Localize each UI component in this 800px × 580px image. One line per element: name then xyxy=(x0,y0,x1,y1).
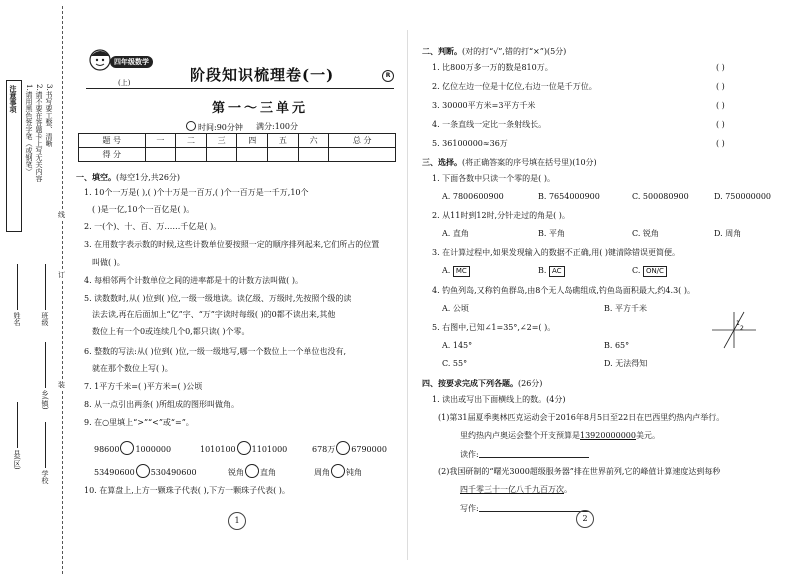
score-cell[interactable] xyxy=(206,148,237,162)
answer-blank[interactable]: ( ) xyxy=(716,63,725,72)
section-2-heading: 二、判断。(对的打“√”,错的打“×”)(5分) xyxy=(422,46,567,56)
answer-blank[interactable]: ( ) xyxy=(716,101,725,110)
table-header: 总 分 xyxy=(329,134,396,148)
judge-item: 4. 一条直线一定比一条射线长。 xyxy=(432,120,547,129)
table-header: 一 xyxy=(145,134,176,148)
table-header: 三 xyxy=(206,134,237,148)
question-7: 7. 1平方千米=( )平方米=( )公顷 xyxy=(84,382,203,391)
choice-option[interactable]: B. AC xyxy=(538,266,565,277)
choice-option[interactable]: C. 锐角 xyxy=(632,229,659,238)
full-score: 满分:100分 xyxy=(256,122,298,131)
section-4-heading: 四、按要求完成下列各题。(26分) xyxy=(422,378,543,388)
answer-blank[interactable]: ( ) xyxy=(716,120,725,129)
compare-blank[interactable] xyxy=(245,464,259,478)
judge-item: 5. 36100000≈36万 xyxy=(432,139,508,148)
mascot-logo xyxy=(86,46,149,74)
seal-char: 订 xyxy=(58,271,65,279)
calc-key: AC xyxy=(549,266,565,277)
question-1: 1. 10个一万是( ),( )个十万是一百万,( )个一百万是一千万,10个 xyxy=(84,188,309,197)
county-field[interactable]: 县(区) xyxy=(12,400,22,469)
question-2: 2. 一(个)、十、百、万……千亿是( )。 xyxy=(84,222,222,231)
table-header: 题 号 xyxy=(79,134,146,148)
score-cell[interactable] xyxy=(329,148,396,162)
question-5-cont: 数位上有一个0或连续几个0,都只读( )个零。 xyxy=(92,327,250,336)
compare-item: 1010100 1101000 xyxy=(200,441,287,455)
page-gutter xyxy=(407,30,408,560)
seal-char: 装 xyxy=(58,381,65,389)
question-5-cont: 法去读,再在后面加上“亿”字、“万”字读时每级( )的0都不读出来,其他 xyxy=(92,310,336,319)
clock-icon xyxy=(186,121,196,131)
compare-item: 53490600 530490600 xyxy=(94,464,197,478)
name-field[interactable]: 姓名 xyxy=(12,262,22,326)
question-4: 4. 每相邻两个计数单位之间的进率都是十的计数方法叫做( )。 xyxy=(84,276,303,285)
answer-blank[interactable]: ( ) xyxy=(716,82,725,91)
choice-option[interactable]: A. 公顷 xyxy=(442,304,469,313)
compare-item: 锐角 直角 xyxy=(228,464,276,478)
question-9: 9. 在○里填上“>”“<”或“=”。 xyxy=(84,418,194,427)
table-header: 六 xyxy=(298,134,329,148)
choice-option[interactable]: D. 无法得知 xyxy=(604,359,648,368)
note-1: 1.请用黑色签字笔（或钢笔） xyxy=(25,84,33,175)
table-header: 四 xyxy=(237,134,268,148)
score-row-label: 得 分 xyxy=(79,148,146,162)
section-1-heading: 一、填空。(每空1分,共26分) xyxy=(76,172,181,182)
choice-question-2: 2. 从11时到12时,分针走过的角是( )。 xyxy=(432,211,570,220)
question-3: 3. 在用数字表示数的时候,这些计数单位要按照一定的顺序排列起来,它们所占的位置 xyxy=(84,240,380,249)
problem-1-part-1: (1)第31届夏季奥林匹克运动会于2016年8月5日至22日在巴西里约热内卢举行。 xyxy=(438,413,725,422)
page-number: 2 xyxy=(576,510,594,528)
underlined-number: 四千零三十一亿八千九百万次 xyxy=(460,485,564,494)
page-title: 阶段知识梳理卷(一) xyxy=(190,66,335,84)
choice-option[interactable]: A. 7800600900 xyxy=(442,192,504,201)
compare-blank[interactable] xyxy=(237,441,251,455)
compare-blank[interactable] xyxy=(120,441,134,455)
note-2: 2.请不要在答题卡上写无关内容 xyxy=(35,84,43,182)
page-number: 1 xyxy=(228,512,246,530)
compare-blank[interactable] xyxy=(136,464,150,478)
write-as-field[interactable]: 写作: xyxy=(460,503,589,514)
choice-option[interactable]: B. 平方千米 xyxy=(604,304,647,313)
choice-question-3: 3. 在计算过程中,如果发现输入的数据不正确,用( )键清除错误更简便。 xyxy=(432,248,681,257)
calc-key: MC xyxy=(453,266,470,277)
grade-badge: 四年级数学 xyxy=(110,56,153,68)
choice-option[interactable]: A. 直角 xyxy=(442,229,469,238)
compare-blank[interactable] xyxy=(336,441,350,455)
compare-item: 98600 1000000 xyxy=(94,441,171,455)
question-6: 6. 整数的写法:从( )位到( )位,一级一级地写,哪一个数位上一个单位也没有, xyxy=(84,347,347,356)
score-table xyxy=(78,133,396,162)
problem-1-part-2: (2)我国研制的“曙光3000超级服务器”排在世界前列,它的峰值计算速度达到每秒 xyxy=(438,467,721,476)
seal-char: 线 xyxy=(58,211,65,219)
unit-subtitle: 第一～三单元 xyxy=(212,101,309,116)
choice-option[interactable]: A. 145° xyxy=(442,341,473,350)
problem-1-part-1-cont: 里约热内卢奥运会整个开支预算是13920000000美元。 xyxy=(460,431,660,440)
question-5: 5. 读数数时,从( )位到( )位,一级一级地读。读亿级、万级时,先按照个级的读 xyxy=(84,294,352,303)
notes-title: 注意事项 xyxy=(9,85,18,113)
question-6-cont: 就在那个数位上写( )。 xyxy=(92,364,173,373)
choice-option[interactable]: C. ON/C xyxy=(632,266,667,277)
angle-figure xyxy=(710,310,758,354)
judge-item: 2. 亿位左边一位是十亿位,右边一位是千万位。 xyxy=(432,82,597,91)
question-10: 10. 在算盘上,上方一颗珠子代表( ),下方一颗珠子代表( )。 xyxy=(84,486,290,495)
choice-option[interactable]: C. 500080900 xyxy=(632,192,689,201)
table-header: 二 xyxy=(176,134,207,148)
choice-option[interactable]: C. 55° xyxy=(442,359,468,368)
angle-2-label: 2 xyxy=(740,325,744,332)
score-cell[interactable] xyxy=(237,148,268,162)
grade-sub: (上) xyxy=(118,79,131,87)
read-as-field[interactable]: 读作: xyxy=(460,449,589,460)
problem-1-part-2-cont: 四千零三十一亿八千九百万次。 xyxy=(460,485,572,494)
score-cell[interactable] xyxy=(176,148,207,162)
judge-item: 3. 30000平方米=3平方千米 xyxy=(432,101,536,110)
title-divider xyxy=(86,88,394,89)
choice-option[interactable]: D. 周角 xyxy=(714,229,742,238)
compare-item: 678万 6790000 xyxy=(312,441,387,455)
calc-key: ON/C xyxy=(643,266,667,277)
score-cell[interactable] xyxy=(268,148,299,162)
note-3: 3.书写要工整、清晰 xyxy=(45,84,53,147)
class-field[interactable]: 班级 xyxy=(40,262,50,326)
question-1-cont: ( )是一亿,10个一百亿是( )。 xyxy=(92,205,195,214)
choice-option[interactable]: B. 65° xyxy=(604,341,630,350)
underlined-number: 13920000000 xyxy=(580,431,636,440)
table-row xyxy=(79,148,396,162)
choice-question-5: 5. 右图中,已知∠1=35°,∠2=( )。 xyxy=(432,323,556,332)
section-3-heading: 三、选择。(将正确答案的序号填在括号里)(10分) xyxy=(422,157,597,167)
judge-item: 1. 比800万多一万的数是810万。 xyxy=(432,63,553,72)
choice-option[interactable]: A. MC xyxy=(442,266,470,277)
school-field[interactable]: 学校 xyxy=(40,420,50,484)
compare-item: 周角 钝角 xyxy=(314,464,362,478)
choice-option[interactable]: D. 750000000 xyxy=(714,192,772,201)
page-2 xyxy=(410,0,800,580)
choice-question-4: 4. 钓鱼列岛,又称钓鱼群岛,由8个无人岛礁组成,钓鱼岛面积最大,约4.3( )。 xyxy=(432,286,695,295)
table-header: 五 xyxy=(268,134,299,148)
question-3-cont: 叫做( )。 xyxy=(92,258,125,267)
problem-1: 1. 读出或写出下面横线上的数。(4分) xyxy=(432,395,566,404)
choice-question-1: 1. 下面各数中只读一个零的是( )。 xyxy=(432,174,555,183)
town-field[interactable]: 乡(镇) xyxy=(40,340,50,409)
choice-option[interactable]: B. 7654000900 xyxy=(538,192,600,201)
exam-time: 时间:90分钟 xyxy=(186,121,243,133)
choice-option[interactable]: B. 平角 xyxy=(538,229,565,238)
score-cell[interactable] xyxy=(145,148,176,162)
score-cell[interactable] xyxy=(298,148,329,162)
table-row xyxy=(79,134,396,148)
compare-blank[interactable] xyxy=(331,464,345,478)
angle-1-label: 1 xyxy=(736,320,740,327)
question-8: 8. 从一点引出两条( )所组成的图形叫做角。 xyxy=(84,400,239,409)
registered-mark: R xyxy=(382,70,394,82)
answer-blank[interactable]: ( ) xyxy=(716,139,725,148)
